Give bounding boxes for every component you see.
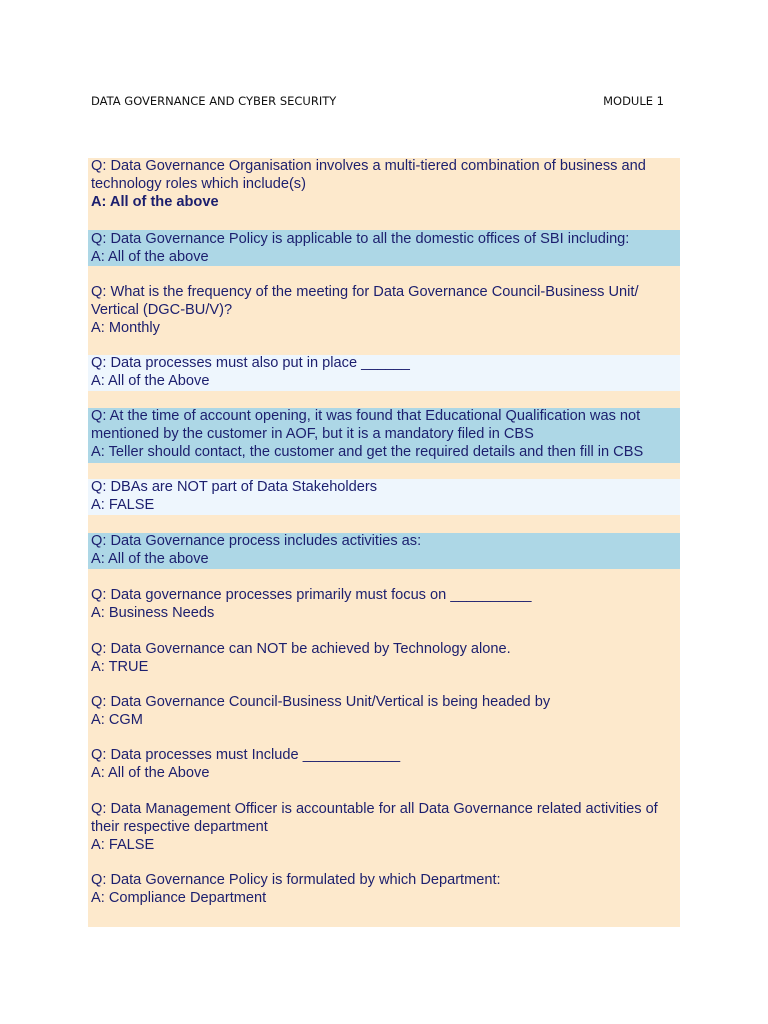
question-text: Q: DBAs are NOT part of Data Stakeholders bbox=[91, 479, 378, 495]
answer-text: A: All of the Above bbox=[91, 764, 210, 781]
qa-item bbox=[88, 747, 680, 783]
page-header bbox=[91, 94, 664, 108]
answer-text: A: All of the above bbox=[91, 193, 219, 210]
qa-item bbox=[88, 408, 680, 463]
question-text: Q: Data Governance Policy is applicable to all the domestic offices of SBI including: bbox=[91, 231, 630, 247]
qa-item bbox=[88, 694, 680, 730]
question-text: Q: Data Management Officer is accountable for all Data Governance related activities of their respective department bbox=[91, 801, 658, 835]
question-text: Q: Data governance processes primarily must focus on __________ bbox=[91, 587, 532, 603]
question-text: Q: Data Governance process includes activities as: bbox=[91, 533, 422, 549]
qa-item bbox=[88, 158, 680, 211]
qa-item bbox=[88, 872, 680, 908]
module-label: MODULE 1 bbox=[603, 94, 664, 108]
answer-text: A: Monthly bbox=[91, 319, 160, 336]
question-text: Q: Data Governance Organisation involves a multi-tiered combination of business and technology roles which include(s) bbox=[91, 158, 646, 192]
qa-item bbox=[88, 641, 680, 677]
answer-text: A: All of the above bbox=[91, 248, 209, 265]
question-text: Q: Data processes must also put in place ______ bbox=[91, 355, 410, 371]
answer-text: A: Business Needs bbox=[91, 604, 215, 621]
question-text: Q: Data Governance Policy is formulated by which Department: bbox=[91, 872, 501, 888]
answer-text: A: All of the Above bbox=[91, 372, 210, 389]
answer-text: A: FALSE bbox=[91, 836, 155, 853]
qa-item bbox=[88, 284, 680, 337]
question-text: Q: At the time of account opening, it was found that Educational Qualification was not mentioned by the customer in AOF, but it is a mandatory filed in CBS bbox=[91, 408, 641, 442]
answer-text: A: Teller should contact, the customer and get the required details and then fill in CBS bbox=[91, 443, 644, 460]
question-text: Q: What is the frequency of the meeting for Data Governance Council-Business Unit/ Vertical (DGC-BU/V)? bbox=[91, 284, 639, 318]
qa-item bbox=[88, 479, 680, 515]
answer-text: A: CGM bbox=[91, 711, 143, 728]
answer-text: A: All of the above bbox=[91, 550, 209, 567]
question-text: Q: Data Governance can NOT be achieved by Technology alone. bbox=[91, 641, 511, 657]
qa-item bbox=[88, 355, 680, 391]
qa-item bbox=[88, 801, 680, 854]
answer-text: A: Compliance Department bbox=[91, 889, 267, 906]
qa-item bbox=[88, 533, 680, 569]
answer-text: A: FALSE bbox=[91, 496, 155, 513]
answer-text: A: TRUE bbox=[91, 658, 149, 675]
qa-item bbox=[88, 587, 680, 623]
question-text: Q: Data processes must Include ____________ bbox=[91, 747, 401, 763]
document-title: DATA GOVERNANCE AND CYBER SECURITY bbox=[91, 94, 337, 108]
qa-item bbox=[88, 230, 680, 266]
question-text: Q: Data Governance Council-Business Unit/Vertical is being headed by bbox=[91, 694, 551, 710]
